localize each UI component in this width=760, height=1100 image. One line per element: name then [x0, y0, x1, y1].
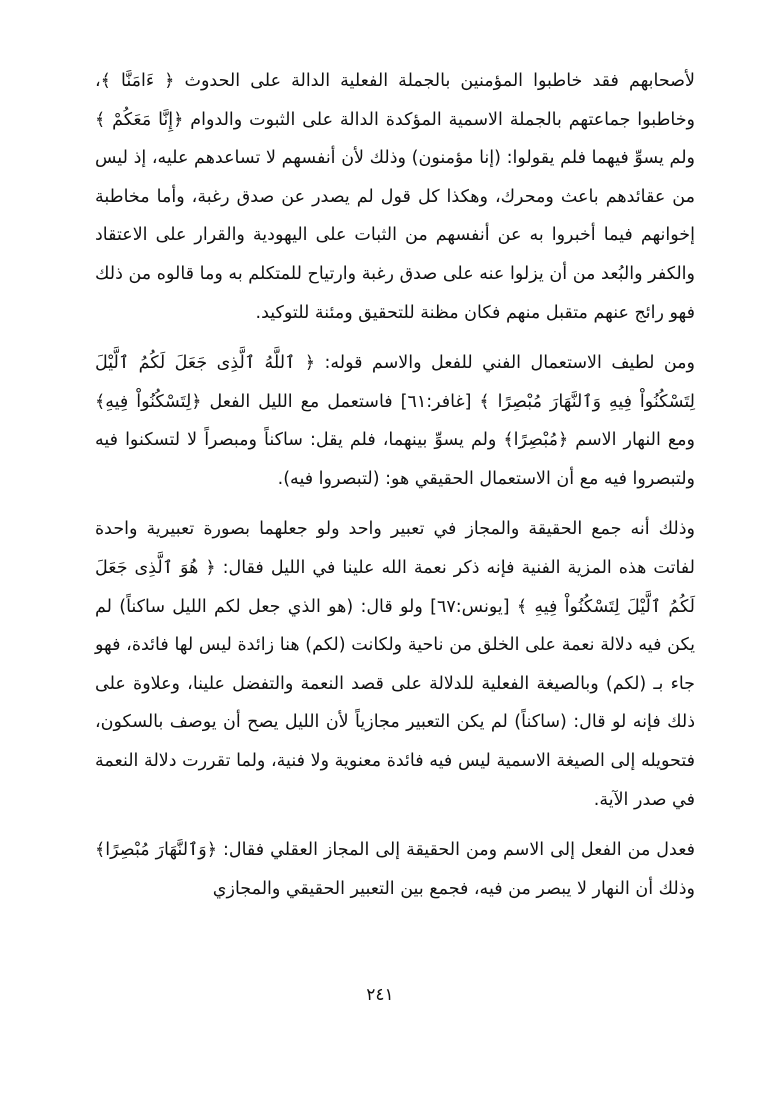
paragraph-4: فعدل من الفعل إلى الاسم ومن الحقيقة إلى المجاز العقلي فقال: ﴿وَٱلنَّهَارَ مُبْصِرًا﴾ وذلك أن النهار لا يبصر من فيه، فجمع بين التعبير الحقيقي والمجازي: [95, 840, 695, 899]
paragraph-2: ومن لطيف الاستعمال الفني للفعل والاسم قوله: ﴿ ٱللَّهُ ٱلَّذِى جَعَلَ لَكُمُ ٱلَّيْلَ لِتَسْكُنُواْ فِيهِ وَٱلنَّهَارَ مُبْصِرًا ﴾ [غافر:٦١] فاستعمل مع الليل الفعل ﴿لِتَسْكُنُواْ فِيهِ﴾ ومع النهار الاسم ﴿مُبْصِرًا﴾ ولم يسوِّ بينهما، فلم يقل: ساكناً ومبصراً لا لتسكنوا فيه ولتبصروا فيه مع أن الاستعمال الحقيقي هو: (لتبصروا فيه).: [95, 353, 696, 489]
paragraph-1: لأصحابهم فقد خاطبوا المؤمنين بالجملة الفعلية الدالة على الحدوث ﴿ ءَامَنَّا ﴾، وخاطبوا جماعتهم بالجملة الاسمية المؤكدة الدالة على الثبوت والدوام ﴿إِنَّا مَعَكُمْ ﴾ ولم يسوِّ فيهما فلم يقولوا: (إنا مؤمنون) وذلك لأن أنفسهم لا تساعدهم عليه، إذ ليس من عقائدهم باعث ومحرك، وهكذا كل قول لم يصدر عن صدق رغبة، وأما مخاطبة إخوانهم فيما أخبروا به عن أنفسهم من الثبات على اليهودية والقرار على الاعتقاد والكفر والبُعد من أن يزلوا عنه على صدق رغبة وارتياح للمتكلم به وما قالوه من ذلك فهو رائج عنهم متقبل منهم فكان مظنة للتحقيق ومئنة للتوكيد.: [95, 71, 695, 323]
page-body: [95, 62, 695, 908]
paragraph-3: وذلك أنه جمع الحقيقة والمجاز في تعبير واحد ولو جعلهما بصورة تعبيرية واحدة لفاتت هذه المزية الفنية فإنه ذكر نعمة الله علينا في الليل فقال: ﴿ هُوَ ٱلَّذِى جَعَلَ لَكُمُ ٱلَّيْلَ لِتَسْكُنُواْ فِيهِ ﴾ [يونس:٦٧] ولو قال: (هو الذي جعل لكم الليل ساكناً) لم يكن فيه دلالة نعمة على الخلق من ناحية ولكانت (لكم) هنا زائدة ليس لها فائدة، فهو جاء بـ (لكم) وبالصيغة الفعلية للدلالة على قصد النعمة والتفضل علينا، وعلاوة على ذلك فإنه لو قال: (ساكناً) لم يكن التعبير مجازياً لأن الليل يصح أن يوصف بالسكون، فتحويله إلى الصيغة الاسمية ليس فيه فائدة معنوية ولا فنية، ولما تقررت دلالة النعمة في صدر الآية.: [95, 519, 696, 810]
page-number: ٢٤١: [366, 985, 394, 1005]
